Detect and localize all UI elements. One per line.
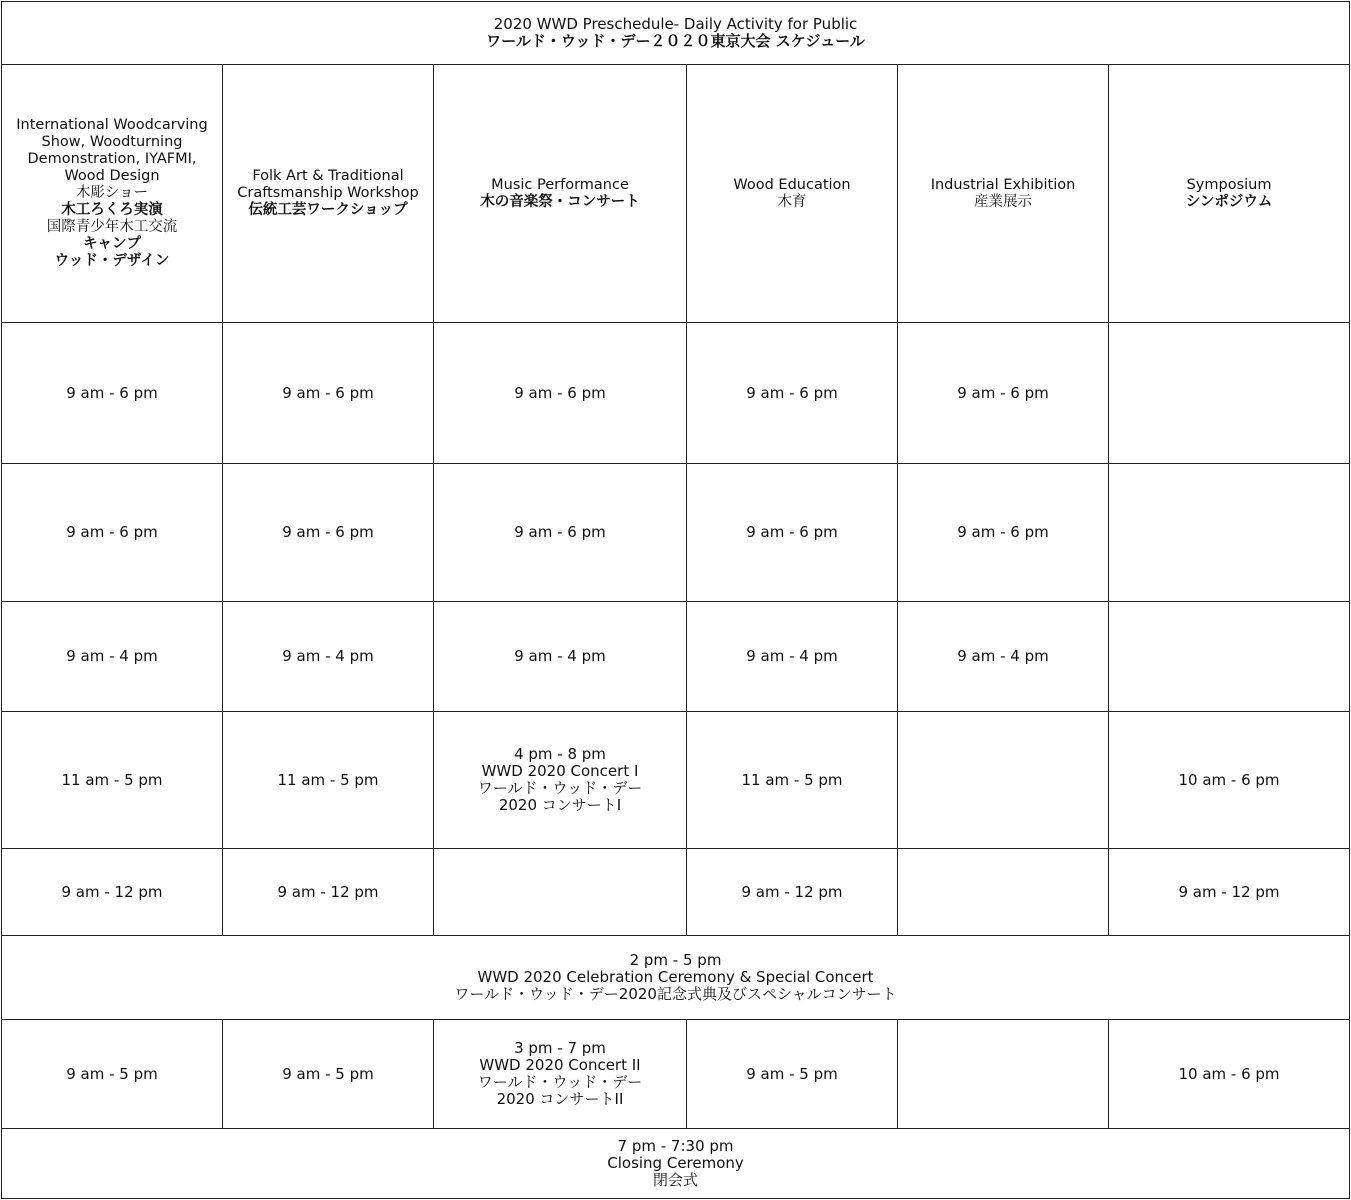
header-text: Show, Woodturning xyxy=(41,134,183,150)
header-symposium xyxy=(1109,65,1350,323)
celebration-ceremony-cell xyxy=(2,936,1350,1020)
time-cell: 9 am - 5 pm xyxy=(687,1020,898,1129)
header-text: 木の音楽祭・コンサート xyxy=(480,193,640,210)
time-cell: 9 am - 12 pm xyxy=(687,849,898,936)
concert-time: 3 pm - 7 pm xyxy=(514,1039,606,1057)
time-cell: 9 am - 6 pm xyxy=(687,464,898,602)
time-cell xyxy=(434,849,687,936)
header-woodcarving xyxy=(2,65,223,323)
header-text: International Woodcarving xyxy=(16,117,208,133)
ceremony-row xyxy=(2,936,1350,1020)
time-cell: 9 am - 5 pm xyxy=(223,1020,434,1129)
time-cell: 9 am - 6 pm xyxy=(434,323,687,464)
header-text: キャンプ xyxy=(83,236,141,252)
schedule-table xyxy=(1,1,1350,1199)
concert-title: WWD 2020 Concert II xyxy=(479,1056,641,1074)
time-cell: 9 am - 5 pm xyxy=(2,1020,223,1129)
time-cell: 9 am - 4 pm xyxy=(898,602,1109,712)
closing-title: Closing Ceremony xyxy=(607,1154,744,1172)
time-cell: 9 am - 6 pm xyxy=(898,323,1109,464)
header-text: ウッド・デザイン xyxy=(54,253,170,269)
header-text: 国際青少年木工交流 xyxy=(46,219,178,235)
header-text: 産業展示 xyxy=(974,193,1032,210)
time-cell: 9 am - 4 pm xyxy=(223,602,434,712)
header-text: Folk Art & Traditional xyxy=(252,168,404,184)
time-cell: 10 am - 6 pm xyxy=(1109,712,1350,849)
time-cell: 9 am - 12 pm xyxy=(1109,849,1350,936)
time-cell: 9 am - 12 pm xyxy=(223,849,434,936)
header-wood-education xyxy=(687,65,898,323)
header-text: Craftsmanship Workshop xyxy=(237,185,419,201)
time-cell: 9 am - 4 pm xyxy=(434,602,687,712)
ceremony-time: 2 pm - 5 pm xyxy=(629,951,722,969)
concert-title: WWD 2020 Concert I xyxy=(481,762,639,780)
header-text: シンポジウム xyxy=(1185,193,1273,210)
time-cell: 9 am - 12 pm xyxy=(2,849,223,936)
time-cell xyxy=(898,849,1109,936)
time-cell: 9 am - 6 pm xyxy=(434,464,687,602)
concert-2-cell xyxy=(434,1020,687,1129)
closing-time: 7 pm - 7:30 pm xyxy=(617,1137,734,1155)
header-text: 木工ろくろ実演 xyxy=(61,202,163,218)
time-cell xyxy=(898,712,1109,849)
schedule-title xyxy=(2,2,1350,65)
header-text: Industrial Exhibition xyxy=(930,176,1076,193)
time-cell xyxy=(1109,464,1350,602)
time-cell: 11 am - 5 pm xyxy=(687,712,898,849)
header-row xyxy=(2,65,1350,323)
time-cell: 11 am - 5 pm xyxy=(2,712,223,849)
time-cell: 9 am - 6 pm xyxy=(2,464,223,602)
time-cell: 11 am - 5 pm xyxy=(223,712,434,849)
table-row xyxy=(2,464,1350,602)
table-row xyxy=(2,712,1350,849)
ceremony-title: WWD 2020 Celebration Ceremony & Special Concert xyxy=(477,968,874,986)
concert-title-ja: 2020 コンサートI xyxy=(498,796,622,814)
time-cell: 9 am - 6 pm xyxy=(223,323,434,464)
header-text: 伝統工芸ワークショップ xyxy=(248,202,408,218)
header-text: Symposium xyxy=(1186,176,1272,193)
ceremony-title-ja: ワールド・ウッド・デー2020記念式典及びスペシャルコンサート xyxy=(454,985,897,1003)
header-text: 木彫ショー xyxy=(75,185,149,201)
closing-ceremony-cell xyxy=(2,1129,1350,1199)
header-music xyxy=(434,65,687,323)
table-row xyxy=(2,1020,1350,1129)
header-folk-art xyxy=(223,65,434,323)
concert-1-cell xyxy=(434,712,687,849)
closing-title-ja: 閉会式 xyxy=(653,1171,699,1189)
time-cell xyxy=(1109,323,1350,464)
title-line-1: 2020 WWD Preschedule- Daily Activity for Public xyxy=(493,15,858,33)
time-cell: 9 am - 6 pm xyxy=(2,323,223,464)
header-text: 木育 xyxy=(777,193,807,210)
concert-title-ja: ワールド・ウッド・デー xyxy=(477,1073,643,1091)
time-cell: 9 am - 6 pm xyxy=(898,464,1109,602)
title-row xyxy=(2,2,1350,65)
time-cell xyxy=(898,1020,1109,1129)
time-cell: 9 am - 4 pm xyxy=(687,602,898,712)
time-cell: 10 am - 6 pm xyxy=(1109,1020,1350,1129)
closing-row xyxy=(2,1129,1350,1199)
table-row xyxy=(2,323,1350,464)
time-cell: 9 am - 4 pm xyxy=(2,602,223,712)
header-text: Wood Design xyxy=(64,168,160,184)
time-cell: 9 am - 6 pm xyxy=(223,464,434,602)
header-text: Music Performance xyxy=(491,176,629,193)
header-text: Demonstration, IYAFMI, xyxy=(27,151,197,167)
title-line-2: ワールド・ウッド・デー２０２０東京大会 スケジュール xyxy=(486,32,865,50)
header-industrial xyxy=(898,65,1109,323)
time-cell: 9 am - 6 pm xyxy=(687,323,898,464)
concert-title-ja: ワールド・ウッド・デー xyxy=(477,779,643,797)
concert-time: 4 pm - 8 pm xyxy=(514,745,606,763)
header-text: Wood Education xyxy=(733,176,851,193)
time-cell xyxy=(1109,602,1350,712)
table-row xyxy=(2,602,1350,712)
table-row xyxy=(2,849,1350,936)
concert-title-ja: 2020 コンサートII xyxy=(496,1090,624,1108)
